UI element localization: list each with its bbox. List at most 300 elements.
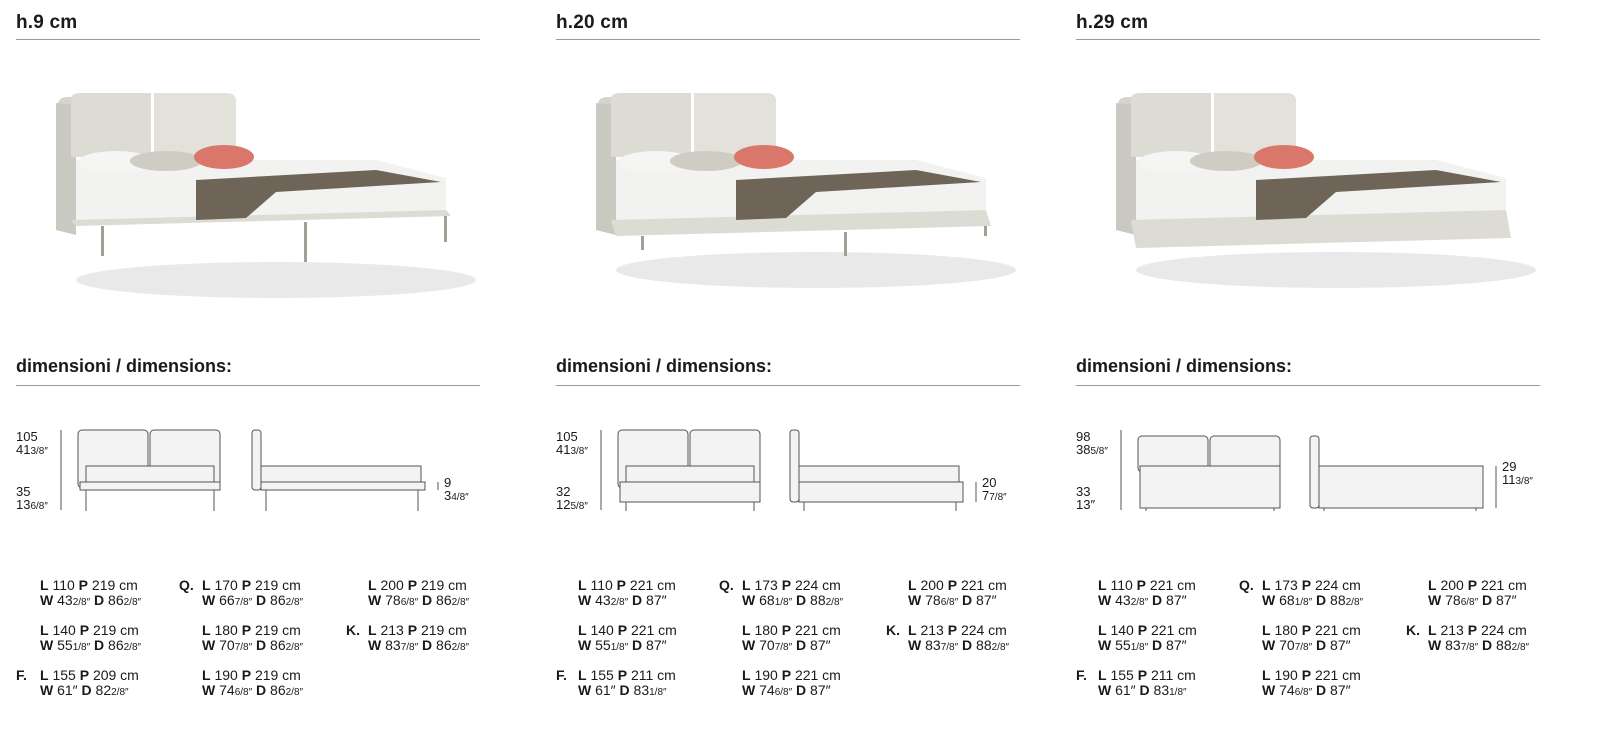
- spec-w-frac: 1/8″: [1294, 597, 1313, 608]
- front-height-in-whole: 41: [556, 442, 571, 457]
- side-headboard: [252, 430, 261, 490]
- spec-d-value: 83: [633, 682, 650, 698]
- spec-p-label: P: [79, 667, 90, 683]
- spec-d-label: D: [632, 592, 643, 608]
- spec-w-label: W: [908, 592, 922, 608]
- spec-w-frac: 7/8″: [400, 642, 419, 653]
- spec-l-label: L: [1098, 667, 1107, 683]
- bed-leg: [444, 216, 447, 242]
- size-spec: [1098, 623, 1197, 655]
- spec-d-label: D: [256, 637, 267, 653]
- headboard-panel-1: [71, 93, 151, 157]
- spec-lp-row: [742, 668, 841, 683]
- spec-l-value: 173: [1274, 577, 1298, 593]
- accent-pillow: [734, 145, 794, 169]
- spec-p-value: 224 cm: [1480, 622, 1527, 638]
- spec-wd-row: [578, 683, 676, 700]
- spec-w-value: 74: [759, 682, 775, 698]
- size-spec: [578, 578, 676, 610]
- frame-height-in-frac: 5/8″: [570, 501, 588, 512]
- spec-l-label: L: [40, 622, 49, 638]
- front-base: [620, 482, 760, 502]
- spec-w-value: 68: [1279, 592, 1295, 608]
- spec-d-value: 87″: [646, 637, 667, 653]
- front-height-cm: 105: [16, 429, 38, 444]
- base-height-in-frac: 7/8″: [989, 492, 1007, 503]
- spec-p-value: 221 cm: [629, 577, 676, 593]
- spec-l-label: L: [908, 622, 917, 638]
- size-spec: [40, 668, 139, 700]
- front-height-in-frac: 3/8″: [570, 446, 588, 457]
- headboard-panel-1: [1131, 93, 1211, 157]
- height-title: h.29 cm: [1076, 12, 1149, 33]
- spec-l-label: L: [1098, 577, 1107, 593]
- spec-wd-row: [1098, 683, 1196, 700]
- spec-w-value: 43: [1115, 592, 1131, 608]
- spec-w-label: W: [40, 592, 54, 608]
- front-height-in-whole: 38: [1076, 442, 1091, 457]
- spec-p-label: P: [1467, 622, 1478, 638]
- spec-wd-row: [742, 638, 841, 655]
- column-h29: [1076, 0, 1546, 746]
- spec-d-value: 88: [1496, 637, 1512, 653]
- spec-wd-row: [1098, 638, 1197, 655]
- base-height-in-whole: 11: [1502, 472, 1516, 487]
- spec-w-label: W: [202, 592, 216, 608]
- spec-d-frac: 2/8″: [1345, 597, 1364, 608]
- spec-w-value: 61″: [1115, 682, 1136, 698]
- spec-lp-row: [578, 668, 676, 683]
- spec-w-label: W: [1262, 637, 1276, 653]
- spec-p-label: P: [1137, 622, 1148, 638]
- spec-wd-row: [1428, 638, 1529, 655]
- spec-p-value: 224 cm: [1314, 577, 1361, 593]
- spec-l-label: L: [1262, 577, 1271, 593]
- size-spec: [1098, 668, 1196, 700]
- dimensions-divider: [1076, 385, 1540, 386]
- spec-p-label: P: [617, 622, 628, 638]
- spec-d-value: 87″: [810, 682, 831, 698]
- spec-w-value: 55: [57, 637, 73, 653]
- size-spec: [1428, 578, 1527, 610]
- spec-lp-row: [1262, 668, 1361, 683]
- spec-w-frac: 7/8″: [774, 642, 793, 653]
- spec-w-value: 70: [219, 637, 235, 653]
- frame-height-in-whole: 13: [16, 497, 31, 512]
- spec-d-label: D: [796, 682, 807, 698]
- spec-d-frac: 1/8″: [1169, 687, 1187, 698]
- spec-l-label: L: [908, 577, 917, 593]
- spec-lp-row: [202, 668, 303, 683]
- spec-p-label: P: [1136, 577, 1147, 593]
- size-spec: [578, 623, 677, 655]
- spec-lp-row: [908, 578, 1007, 593]
- base-height-in-frac: 4/8″: [451, 492, 469, 503]
- spec-p-value: 224 cm: [960, 622, 1007, 638]
- dimensions-title: dimensioni / dimensions:: [556, 356, 773, 376]
- spec-p-label: P: [781, 577, 792, 593]
- spec-d-label: D: [962, 592, 973, 608]
- spec-p-value: 219 cm: [254, 667, 301, 683]
- size-mark-full: F.: [1076, 667, 1087, 683]
- spec-p-value: 221 cm: [1149, 577, 1196, 593]
- spec-p-label: P: [616, 577, 627, 593]
- spec-p-label: P: [947, 622, 958, 638]
- spec-d-frac: 2/8″: [1511, 642, 1530, 653]
- spec-l-value: 213: [380, 622, 404, 638]
- spec-p-value: 224 cm: [794, 577, 841, 593]
- side-base: [261, 482, 425, 490]
- spec-d-frac: 2/8″: [451, 642, 470, 653]
- spec-wd-row: [1098, 593, 1196, 610]
- spec-w-value: 74: [1279, 682, 1295, 698]
- spec-l-value: 200: [380, 577, 404, 593]
- spec-d-label: D: [962, 637, 973, 653]
- spec-w-value: 83: [1445, 637, 1461, 653]
- spec-w-value: 61″: [595, 682, 616, 698]
- spec-l-value: 170: [214, 577, 238, 593]
- spec-lp-row: [202, 578, 303, 593]
- spec-w-value: 78: [925, 592, 941, 608]
- column-h9: [16, 0, 486, 746]
- spec-p-value: 221 cm: [794, 622, 841, 638]
- spec-w-frac: 6/8″: [400, 597, 419, 608]
- spec-lp-row: [578, 623, 677, 638]
- spec-d-value: 86: [270, 682, 286, 698]
- spec-d-value: 86: [108, 637, 124, 653]
- size-spec: [908, 623, 1009, 655]
- spec-d-value: 86: [108, 592, 124, 608]
- spec-w-frac: 2/8″: [610, 597, 629, 608]
- spec-wd-row: [1262, 638, 1361, 655]
- pillow: [130, 151, 202, 171]
- spec-d-frac: 2/8″: [285, 597, 304, 608]
- spec-wd-row: [1262, 593, 1363, 610]
- size-spec: [368, 578, 469, 610]
- spec-p-value: 221 cm: [794, 667, 841, 683]
- spec-w-value: 70: [1279, 637, 1295, 653]
- spec-d-label: D: [81, 682, 92, 698]
- spec-lp-row: [908, 623, 1009, 638]
- spec-wd-row: [578, 593, 676, 610]
- size-spec: [742, 623, 841, 655]
- spec-w-frac: 6/8″: [1460, 597, 1479, 608]
- spec-d-label: D: [619, 682, 630, 698]
- spec-l-label: L: [368, 577, 377, 593]
- spec-l-label: L: [202, 622, 211, 638]
- elevation-drawings: [556, 420, 1026, 520]
- spec-d-frac: 2/8″: [825, 597, 844, 608]
- dimensions-title: dimensioni / dimensions:: [16, 356, 233, 376]
- spec-p-label: P: [781, 667, 792, 683]
- spec-lp-row: [202, 623, 303, 638]
- spec-p-value: 221 cm: [630, 622, 677, 638]
- size-spec: [1262, 623, 1361, 655]
- size-spec: [578, 668, 676, 700]
- spec-w-value: 68: [759, 592, 775, 608]
- frame-height-in-whole: 13″: [1076, 497, 1096, 512]
- spec-p-label: P: [241, 667, 252, 683]
- spec-d-frac: 2/8″: [285, 642, 304, 653]
- spec-l-value: 140: [1110, 622, 1134, 638]
- spec-w-label: W: [578, 592, 592, 608]
- spec-l-label: L: [742, 577, 751, 593]
- front-height-in-frac: 5/8″: [1090, 446, 1108, 457]
- spec-w-frac: 1/8″: [72, 642, 91, 653]
- spec-w-value: 61″: [57, 682, 78, 698]
- spec-w-value: 66: [219, 592, 235, 608]
- spec-p-label: P: [79, 622, 90, 638]
- spec-w-label: W: [1428, 592, 1442, 608]
- spec-wd-row: [368, 638, 469, 655]
- spec-p-label: P: [407, 577, 418, 593]
- spec-l-value: 140: [590, 622, 614, 638]
- spec-l-label: L: [1262, 667, 1271, 683]
- spec-l-label: L: [1098, 622, 1107, 638]
- spec-d-value: 86: [436, 637, 452, 653]
- spec-w-frac: 1/8″: [1130, 642, 1149, 653]
- bed-photo: [46, 85, 476, 305]
- size-spec: [908, 578, 1007, 610]
- spec-wd-row: [742, 593, 843, 610]
- title-divider: [556, 39, 1020, 40]
- spec-l-label: L: [202, 667, 211, 683]
- frame-height-cm: 33: [1076, 484, 1091, 499]
- base-height-cm: 29: [1502, 459, 1517, 474]
- size-mark-queen: Q.: [179, 577, 194, 593]
- base-height-in-whole: 3: [444, 488, 452, 503]
- spec-l-value: 180: [754, 622, 778, 638]
- spec-l-label: L: [578, 577, 587, 593]
- spec-lp-row: [40, 668, 139, 683]
- size-spec: [40, 578, 141, 610]
- spec-w-label: W: [1262, 592, 1276, 608]
- front-mattress: [86, 466, 214, 482]
- elevation-svg: [1076, 420, 1546, 520]
- size-mark-king: K.: [1406, 622, 1420, 638]
- base-height-label: [444, 476, 469, 504]
- spec-wd-row: [40, 638, 141, 655]
- spec-p-label: P: [1301, 622, 1312, 638]
- spec-p-label: P: [241, 577, 252, 593]
- pillow: [670, 151, 742, 171]
- spec-p-value: 211 cm: [1150, 667, 1196, 683]
- elevation-drawings: [16, 420, 486, 520]
- spec-p-label: P: [241, 622, 252, 638]
- spec-w-value: 83: [925, 637, 941, 653]
- base-height-in-whole: 7: [982, 488, 990, 503]
- spec-w-label: W: [578, 637, 592, 653]
- spec-wd-row: [742, 683, 841, 700]
- bed-photo: [586, 85, 1016, 305]
- spec-p-label: P: [1137, 667, 1148, 683]
- size-mark-queen: Q.: [1239, 577, 1254, 593]
- spec-lp-row: [40, 623, 141, 638]
- spec-l-value: 155: [590, 667, 614, 683]
- spec-l-value: 155: [52, 667, 76, 683]
- spec-w-value: 55: [1115, 637, 1131, 653]
- headboard-panel-1: [611, 93, 691, 157]
- size-mark-full: F.: [16, 667, 27, 683]
- spec-d-value: 86: [436, 592, 452, 608]
- spec-d-value: 88: [1330, 592, 1346, 608]
- spec-d-value: 88: [810, 592, 826, 608]
- size-spec: [202, 578, 303, 610]
- spec-d-value: 87″: [1166, 592, 1187, 608]
- spec-l-value: 173: [754, 577, 778, 593]
- spec-wd-row: [202, 683, 303, 700]
- accent-pillow: [194, 145, 254, 169]
- spec-wd-row: [1262, 683, 1361, 700]
- spec-d-label: D: [1316, 637, 1327, 653]
- side-headboard: [790, 430, 799, 502]
- elevation-svg: [16, 420, 486, 520]
- spec-l-value: 140: [52, 622, 76, 638]
- height-title: h.9 cm: [16, 12, 78, 33]
- spec-l-value: 155: [1110, 667, 1134, 683]
- spec-w-frac: 7/8″: [234, 642, 253, 653]
- spec-wd-row: [578, 638, 677, 655]
- spec-l-value: 200: [1440, 577, 1464, 593]
- spec-l-label: L: [40, 667, 49, 683]
- height-title: h.20 cm: [556, 12, 629, 33]
- spec-w-frac: 7/8″: [1294, 642, 1313, 653]
- spec-lp-row: [1098, 578, 1196, 593]
- side-mattress: [799, 466, 959, 482]
- spec-l-value: 190: [1274, 667, 1298, 683]
- spec-w-frac: 2/8″: [72, 597, 91, 608]
- spec-p-label: P: [407, 622, 418, 638]
- spec-l-label: L: [202, 577, 211, 593]
- spec-w-label: W: [578, 682, 592, 698]
- spec-w-label: W: [742, 637, 756, 653]
- spec-w-value: 55: [595, 637, 611, 653]
- spec-w-label: W: [368, 637, 382, 653]
- spec-l-value: 190: [214, 667, 238, 683]
- spec-p-value: 211 cm: [630, 667, 676, 683]
- size-spec: [202, 623, 303, 655]
- spec-d-frac: 1/8″: [649, 687, 667, 698]
- bed-leg: [844, 232, 847, 256]
- spec-l-label: L: [1428, 622, 1437, 638]
- spec-d-value: 87″: [1330, 637, 1351, 653]
- spec-w-frac: 2/8″: [1130, 597, 1149, 608]
- spec-p-label: P: [78, 577, 89, 593]
- spec-lp-row: [40, 578, 141, 593]
- size-spec: [1098, 578, 1196, 610]
- spec-d-label: D: [1152, 637, 1163, 653]
- size-spec: [202, 668, 303, 700]
- spec-d-value: 83: [1153, 682, 1170, 698]
- spec-wd-row: [908, 593, 1007, 610]
- bed-leg: [101, 226, 104, 256]
- spec-lp-row: [1262, 623, 1361, 638]
- frame-height-cm: 35: [16, 484, 31, 499]
- side-headboard: [1310, 436, 1319, 508]
- spec-d-frac: 2/8″: [123, 642, 142, 653]
- spec-w-value: 43: [595, 592, 611, 608]
- spec-wd-row: [40, 593, 141, 610]
- spec-w-frac: 6/8″: [234, 687, 253, 698]
- size-mark-full: F.: [556, 667, 567, 683]
- spec-l-label: L: [578, 622, 587, 638]
- spec-l-label: L: [578, 667, 587, 683]
- front-mattress: [626, 466, 754, 482]
- front-height-cm: 98: [1076, 429, 1091, 444]
- spec-l-value: 110: [1110, 577, 1133, 593]
- dimensions-divider: [16, 385, 480, 386]
- size-spec: [1428, 623, 1529, 655]
- spec-p-label: P: [947, 577, 958, 593]
- spec-lp-row: [1428, 623, 1529, 638]
- bed-leg: [304, 222, 307, 262]
- spec-l-label: L: [1262, 622, 1271, 638]
- spec-d-value: 86: [270, 637, 286, 653]
- spec-lp-row: [368, 623, 469, 638]
- spec-d-label: D: [256, 592, 267, 608]
- spec-lp-row: [1262, 578, 1363, 593]
- spec-l-label: L: [742, 667, 751, 683]
- spec-d-frac: 2/8″: [991, 642, 1010, 653]
- spec-d-frac: 2/8″: [285, 687, 304, 698]
- spec-p-label: P: [1301, 577, 1312, 593]
- spec-d-label: D: [1482, 637, 1493, 653]
- spec-d-label: D: [796, 592, 807, 608]
- spec-l-value: 180: [1274, 622, 1298, 638]
- spec-wd-row: [1428, 593, 1527, 610]
- base-height-cm: 20: [982, 475, 997, 490]
- spec-d-label: D: [256, 682, 267, 698]
- spec-w-frac: 6/8″: [774, 687, 793, 698]
- side-base: [1319, 466, 1483, 508]
- spec-w-label: W: [40, 637, 54, 653]
- spec-l-value: 180: [214, 622, 238, 638]
- pillow: [1190, 151, 1262, 171]
- spec-d-value: 82: [95, 682, 112, 698]
- title-divider: [1076, 39, 1540, 40]
- spec-w-label: W: [742, 592, 756, 608]
- spec-w-value: 70: [759, 637, 775, 653]
- spec-l-label: L: [742, 622, 751, 638]
- spec-p-value: 221 cm: [1314, 622, 1361, 638]
- spec-d-label: D: [1316, 592, 1327, 608]
- spec-l-value: 200: [920, 577, 944, 593]
- spec-w-label: W: [1262, 682, 1276, 698]
- side-mattress: [261, 466, 421, 482]
- spec-d-value: 87″: [646, 592, 667, 608]
- spec-p-label: P: [781, 622, 792, 638]
- bed-photo: [1106, 85, 1536, 305]
- spec-d-value: 87″: [976, 592, 997, 608]
- spec-p-value: 219 cm: [91, 577, 138, 593]
- elevation-svg: [556, 420, 1026, 520]
- front-height-cm: 105: [556, 429, 578, 444]
- spec-lp-row: [578, 578, 676, 593]
- spec-w-frac: 7/8″: [940, 642, 959, 653]
- spec-w-value: 78: [385, 592, 401, 608]
- bed-leg: [984, 226, 987, 236]
- base-height-in: [444, 489, 469, 504]
- spec-d-label: D: [632, 637, 643, 653]
- base-height-label: [1502, 460, 1533, 488]
- spec-wd-row: [368, 593, 469, 610]
- spec-d-frac: 2/8″: [111, 687, 129, 698]
- size-spec: [1262, 578, 1363, 610]
- spec-p-value: 219 cm: [420, 622, 467, 638]
- frame-height-in-whole: 12: [556, 497, 571, 512]
- spec-d-label: D: [796, 637, 807, 653]
- spec-w-label: W: [368, 592, 382, 608]
